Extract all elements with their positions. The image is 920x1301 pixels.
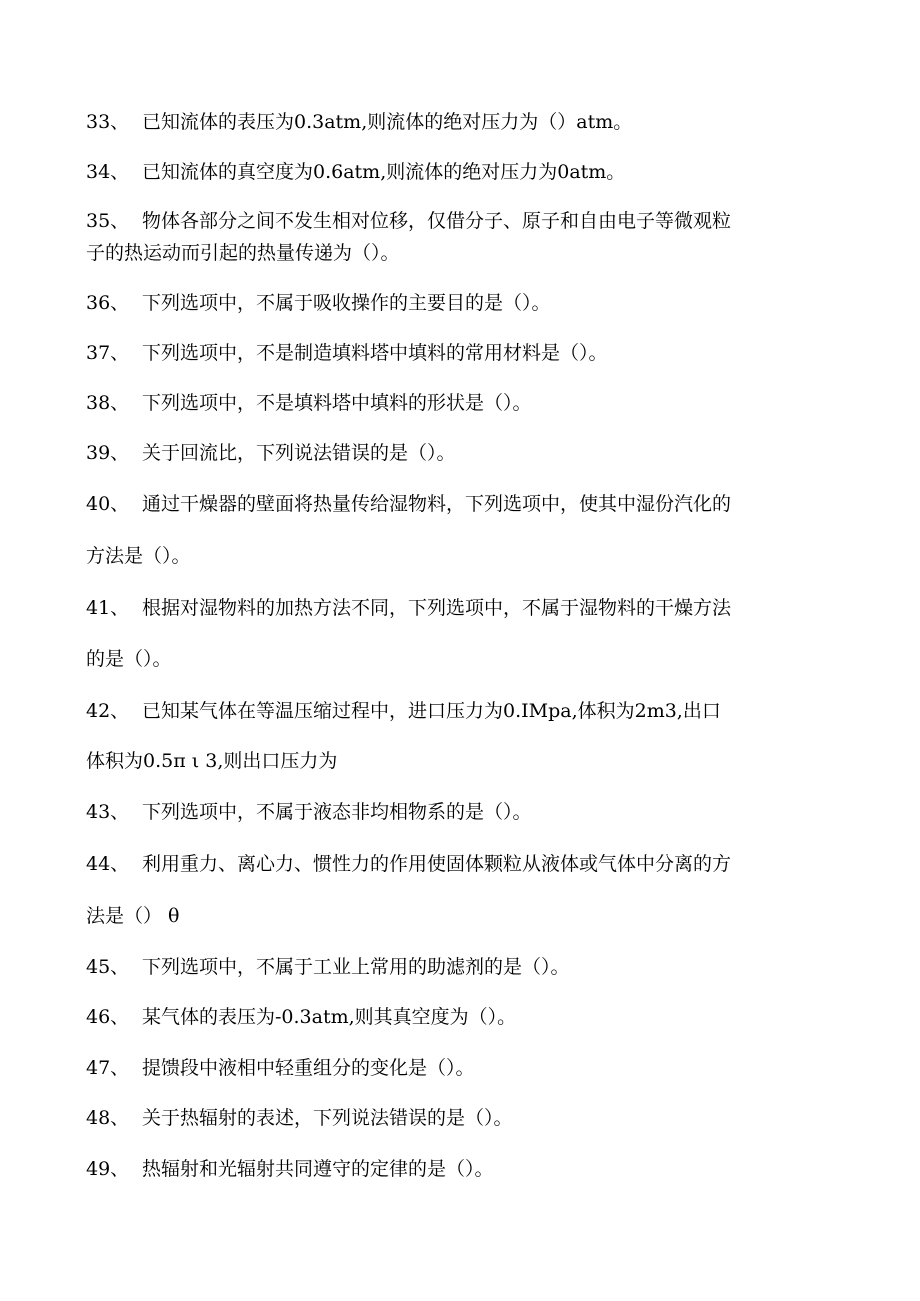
- question-44: [86, 851, 826, 877]
- question-number: 48、: [86, 1107, 130, 1129]
- question-42: [86, 698, 826, 724]
- question-number: 41、: [86, 597, 130, 619]
- question-45: [86, 954, 826, 980]
- question-number: 38、: [86, 392, 130, 414]
- question-42-continuation: [86, 748, 826, 774]
- question-number: 33、: [86, 111, 130, 133]
- question-text: 下列选项中，不是填料塔中填料的形状是（）。: [142, 392, 532, 414]
- question-number: 47、: [86, 1057, 130, 1079]
- question-34: [86, 159, 826, 185]
- question-number: 49、: [86, 1158, 130, 1180]
- question-35: [86, 208, 826, 234]
- question-33: [86, 109, 826, 135]
- question-text: 根据对湿物料的加热方法不同，下列选项中，不属于湿物料的干燥方法: [142, 597, 732, 619]
- question-number: 34、: [86, 161, 130, 183]
- question-text: 下列选项中，不属于吸收操作的主要目的是（）。: [142, 292, 551, 314]
- question-text: 已知流体的表压为0.3atm,则流体的绝对压力为（）atm。: [142, 111, 633, 133]
- question-46: [86, 1004, 826, 1030]
- question-text: 利用重力、离心力、惯性力的作用使固体颗粒从液体或气体中分离的方: [142, 853, 732, 875]
- question-text-continuation: 方法是（）。: [86, 545, 191, 567]
- question-41: [86, 595, 826, 621]
- question-text: 下列选项中，不是制造填料塔中填料的常用材料是（）。: [142, 342, 608, 364]
- question-text: 关于热辐射的表述，下列说法错误的是（）。: [142, 1107, 513, 1129]
- question-text: 已知流体的真空度为0.6atm,则流体的绝对压力为0atm。: [142, 161, 626, 183]
- question-40: [86, 491, 826, 517]
- question-number: 45、: [86, 956, 130, 978]
- question-number: 42、: [86, 700, 130, 722]
- question-39: [86, 440, 826, 466]
- question-text-continuation: 体积为0.5π ι 3,则出口压力为: [86, 750, 338, 772]
- question-43: [86, 799, 826, 825]
- question-number: 40、: [86, 493, 130, 515]
- question-number: 43、: [86, 801, 130, 823]
- question-text: 提馈段中液相中轻重组分的变化是（）。: [142, 1057, 475, 1079]
- question-text: 已知某气体在等温压缩过程中，进口压力为0.IMpa,体积为2m3,出口: [142, 700, 721, 722]
- question-number: 36、: [86, 292, 130, 314]
- question-text-continuation: 的是（）。: [86, 648, 172, 670]
- question-49: [86, 1156, 826, 1182]
- question-40-continuation: [86, 543, 826, 569]
- question-text: 热辐射和光辐射共同遵守的定律的是（）。: [142, 1158, 494, 1180]
- question-37: [86, 340, 826, 366]
- question-text: 通过干燥器的壁面将热量传给湿物料，下列选项中，使其中湿份汽化的: [142, 493, 732, 515]
- question-number: 37、: [86, 342, 130, 364]
- question-41-continuation: [86, 646, 826, 672]
- question-text: 某气体的表压为-0.3atm,则其真空度为（）。: [142, 1006, 517, 1028]
- question-number: 46、: [86, 1006, 130, 1028]
- question-text-continuation: 法是（） θ: [86, 905, 180, 927]
- question-text: 关于回流比，下列说法错误的是（）。: [142, 442, 456, 464]
- question-47: [86, 1055, 826, 1081]
- question-48: [86, 1105, 826, 1131]
- question-36: [86, 290, 826, 316]
- question-text: 下列选项中，不属于工业上常用的助滤剂的是（）。: [142, 956, 570, 978]
- question-number: 39、: [86, 442, 130, 464]
- question-number: 35、: [86, 210, 130, 232]
- question-text: 下列选项中，不属于液态非均相物系的是（）。: [142, 801, 532, 823]
- question-38: [86, 390, 826, 416]
- question-44-continuation: [86, 903, 826, 929]
- question-number: 44、: [86, 853, 130, 875]
- question-text: 物体各部分之间不发生相对位移，仅借分子、原子和自由电子等微观粒: [142, 210, 732, 232]
- question-35-continuation: [86, 240, 826, 266]
- question-text-continuation: 子的热运动而引起的热量传递为（）。: [86, 242, 400, 264]
